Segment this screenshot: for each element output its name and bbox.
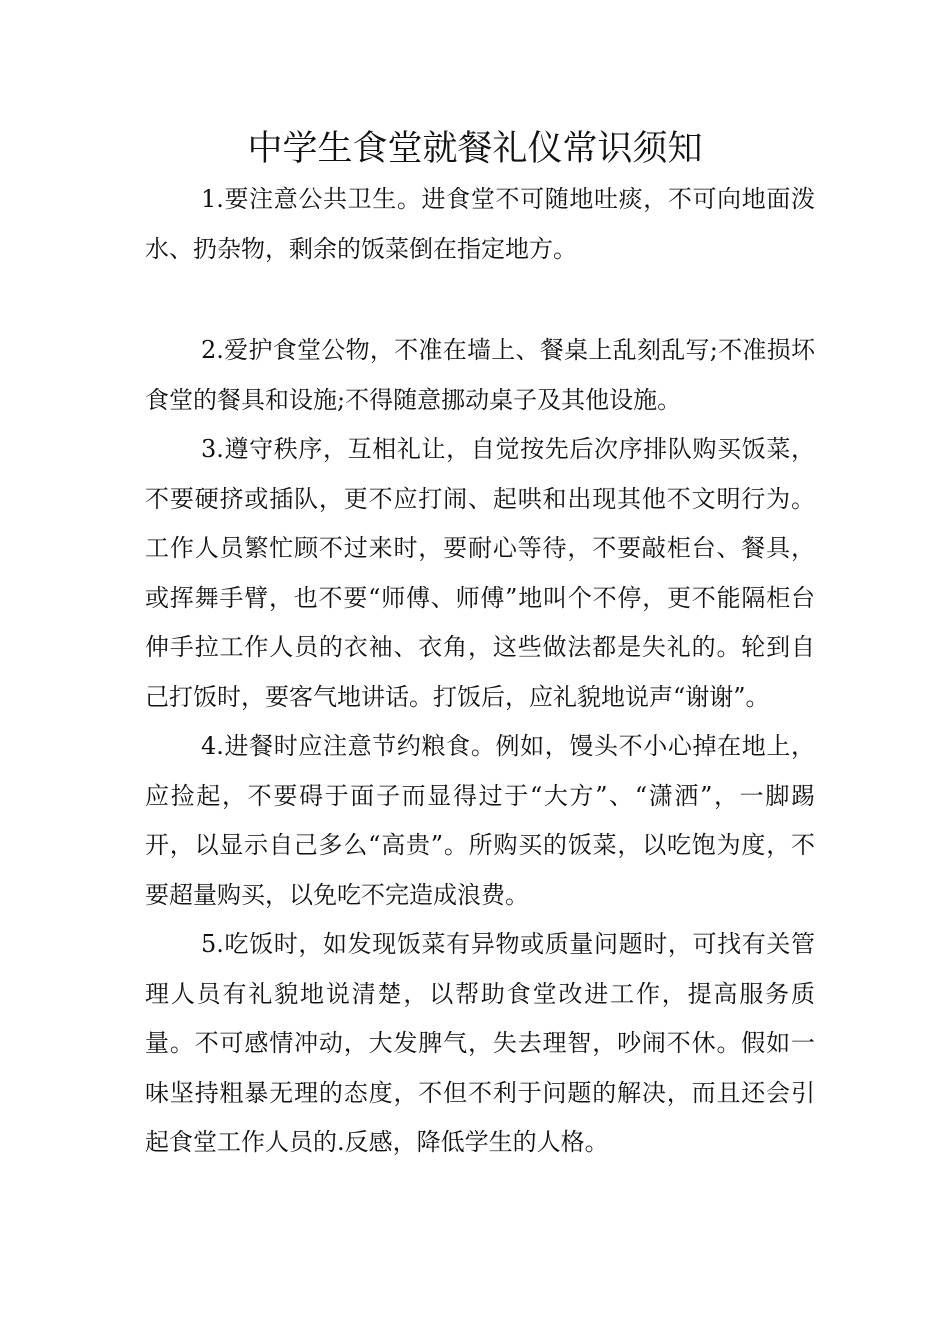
paragraph-1: 1.要注意公共卫生。进食堂不可随地吐痰，不可向地面泼水、扔杂物，剩余的饭菜倒在指定地方。 <box>145 185 815 263</box>
paragraph-2: 2.爱护食堂公物，不准在墙上、餐桌上乱刻乱写;不准损坏食堂的餐具和设施;不得随意挪动桌子及其他设施。 <box>145 336 815 414</box>
paragraph-5: 5.吃饭时，如发现饭菜有异物或质量问题时，可找有关管理人员有礼貌地说清楚，以帮助食堂改进工作，提高服务质量。不可感情冲动，大发脾气，失去理智，吵闹不休。假如一味坚持粗暴无理的态度，不但不利于问题的解决，而且还会引起食堂工作人员的.反感，降低学生的人格。 <box>145 930 815 1156</box>
paragraph-4: 4.进餐时应注意节约粮食。例如，馒头不小心掉在地上，应捡起，不要碍于面子而显得过于“大方”、“潇洒”，一脚踢开，以显示自己多么“高贵”。所购买的饭菜，以吃饱为度，不要超量购买，以免吃不完造成浪费。 <box>145 732 815 909</box>
document-body <box>145 175 815 1168</box>
paragraph-spacer <box>145 274 815 326</box>
paragraph-3: 3.遵守秩序，互相礼让，自觉按先后次序排队购买饭菜，不要硬挤或插队，更不应打闹、起哄和出现其他不文明行为。工作人员繁忙顾不过来时，要耐心等待，不要敲柜台、餐具，或挥舞手臂，也不要“师傅、师傅”地叫个不停，更不能隔柜台伸手拉工作人员的衣袖、衣角，这些做法都是失礼的。轮到自己打饭时，要客气地讲话。打饭后，应礼貌地说声“谢谢”。 <box>145 435 815 711</box>
document-title: 中学生食堂就餐礼仪常识须知 <box>247 129 703 169</box>
